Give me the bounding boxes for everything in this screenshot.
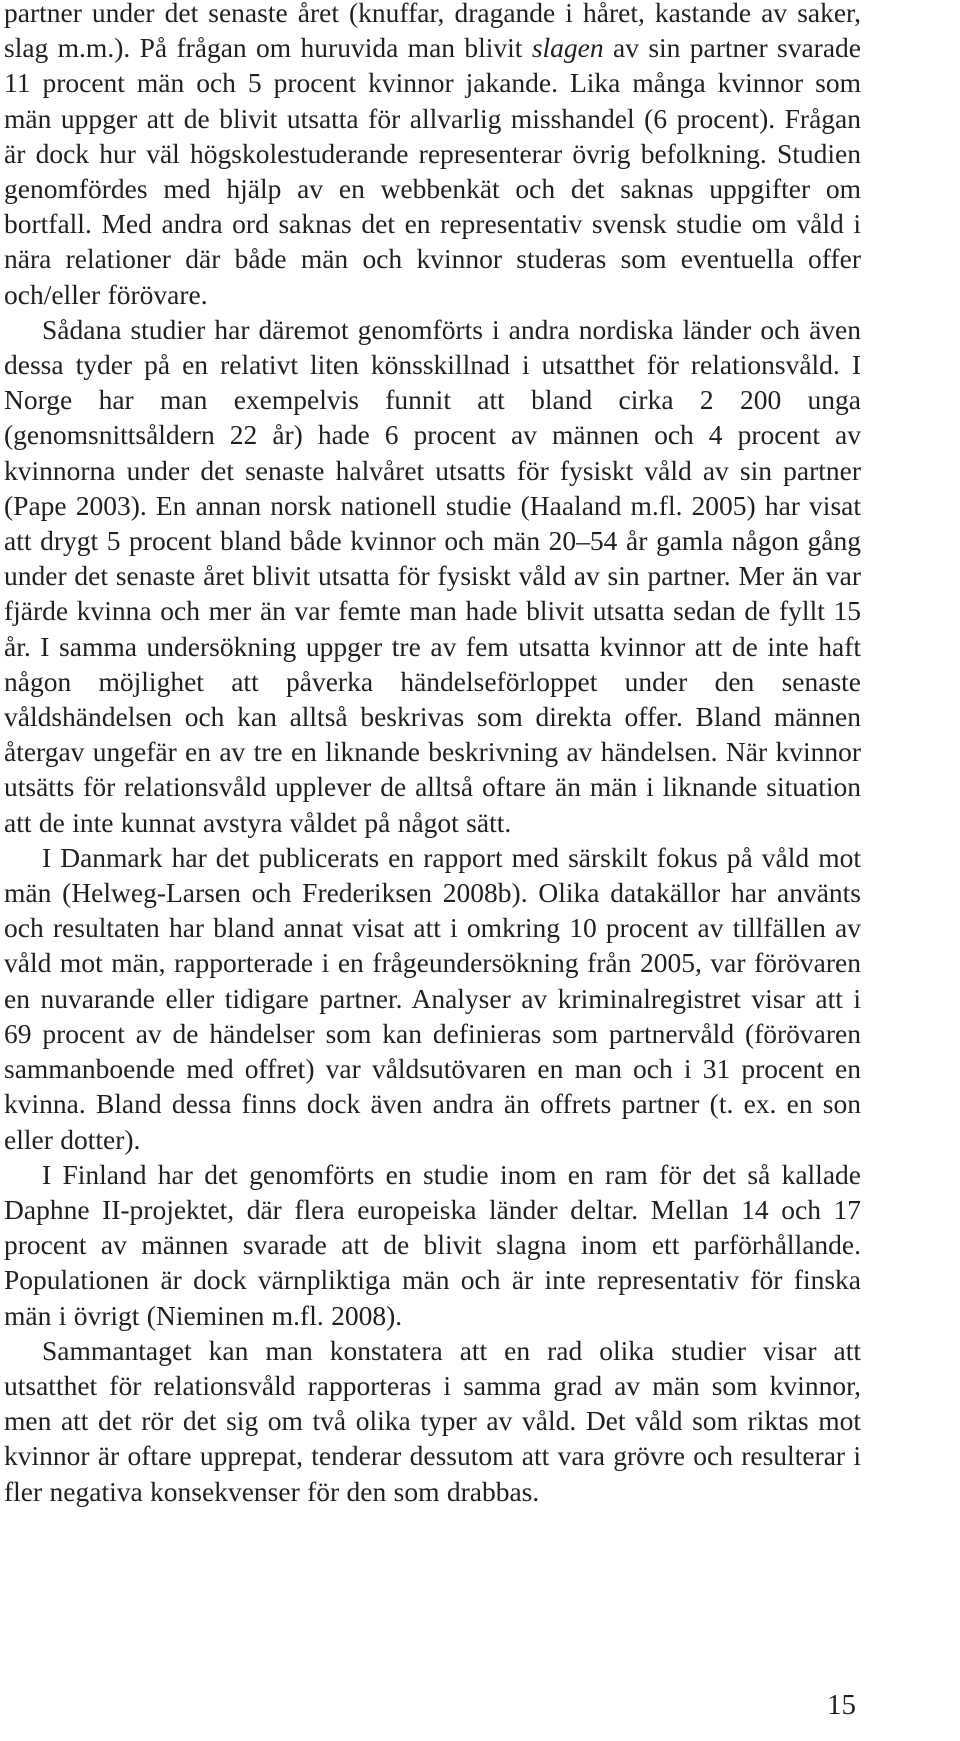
paragraph-1-text-a: partner under det senaste året (knuffar, dragande i håret, kastande av saker, slag m.m.). På frågan om huruvida man blivit xyxy=(4,0,861,64)
paragraph-5 xyxy=(4,1333,861,1509)
paragraph-1 xyxy=(4,0,861,312)
paragraph-3 xyxy=(4,840,861,1157)
page-body xyxy=(4,0,861,1509)
paragraph-5-text: Sammantaget kan man konstatera att en rad olika studier visar att utsatthet för relationsvåld rapporteras i samma grad av män som kvinnor, men att det rör det sig om två olika typer av våld. Det våld som riktas mot kvinnor är oftare upprepat, tenderar dessutom att vara grövre och resulterar i fler negativa konsekvenser för den som drabbas. xyxy=(4,1334,861,1507)
paragraph-1-italic-term: slagen xyxy=(531,32,604,64)
paragraph-2-text: Sådana studier har däremot genomförts i andra nordiska länder och även dessa tyder på en relativt liten könsskillnad i utsatthet för relationsvåld. I Norge har man exempelvis funnit att bland cirka 2 200 unga (genomsnittsåldern 22 år) hade 6 procent av männen och 4 procent av kvinnorna under det senaste halvåret utsatts för fysiskt våld av sin partner (Pape 2003). En annan norsk nationell studie (Haaland m.fl. 2005) har visat att drygt 5 procent bland både kvinnor och män 20–54 år gamla någon gång under det senaste året blivit utsatta för fysiskt våld av sin partner. Mer än var fjärde kvinna och mer än var femte man hade blivit utsatta sedan de fyllt 15 år. I samma undersökning uppger tre av fem utsatta kvinnor att de inte haft någon möjlighet att påverka händelseförloppet under den senaste våldshändelsen och kan alltså beskrivas som direkta offer. Bland männen återgav ungefär en av tre en liknande beskrivning av händelsen. När kvinnor utsätts för relationsvåld upplever de alltså oftare än män i liknande situation att de inte kunnat avstyra våldet på något sätt. xyxy=(4,313,861,838)
page-number: 15 xyxy=(827,1689,856,1721)
paragraph-4-text: I Finland har det genomförts en studie inom en ram för det så kallade Daphne II-projektet, där flera europeiska länder deltar. Mellan 14 och 17 procent av männen svarade att de blivit slagna inom ett parförhållande. Populationen är dock värnpliktiga män och är inte representativ för finska män i övrigt (Nieminen m.fl. 2008). xyxy=(4,1158,861,1331)
paragraph-2 xyxy=(4,312,861,840)
paragraph-1-text-b: av sin partner svarade 11 procent män och 5 procent kvinnor jakande. Lika många kvinnor som män uppger att de blivit utsatta för allvarlig misshandel (6 procent). Frågan är dock hur väl högskolestuderande representerar övrig befolkning. Studien genomfördes med hjälp av en webbenkät och det saknas uppgifter om bortfall. Med andra ord saknas det en representativ svensk studie om våld i nära relationer där både män och kvinnor studeras som eventuella offer och/eller förövare. xyxy=(4,32,861,310)
paragraph-3-text: I Danmark har det publicerats en rapport med särskilt fokus på våld mot män (Helweg-Larsen och Frederiksen 2008b). Olika datakällor har använts och resultaten har bland annat visat att i omkring 10 procent av tillfällen av våld mot män, rapporterade i en frågeundersökning från 2005, var förövaren en nuvarande eller tidigare partner. Analyser av kriminalregistret visar att i 69 procent av de händelser som kan definieras som partnervåld (förövaren sammanboende med offret) var våldsutövaren en man och i 31 procent en kvinna. Bland dessa finns dock även andra än offrets partner (t. ex. en son eller dotter). xyxy=(4,841,861,1155)
paragraph-4 xyxy=(4,1157,861,1333)
